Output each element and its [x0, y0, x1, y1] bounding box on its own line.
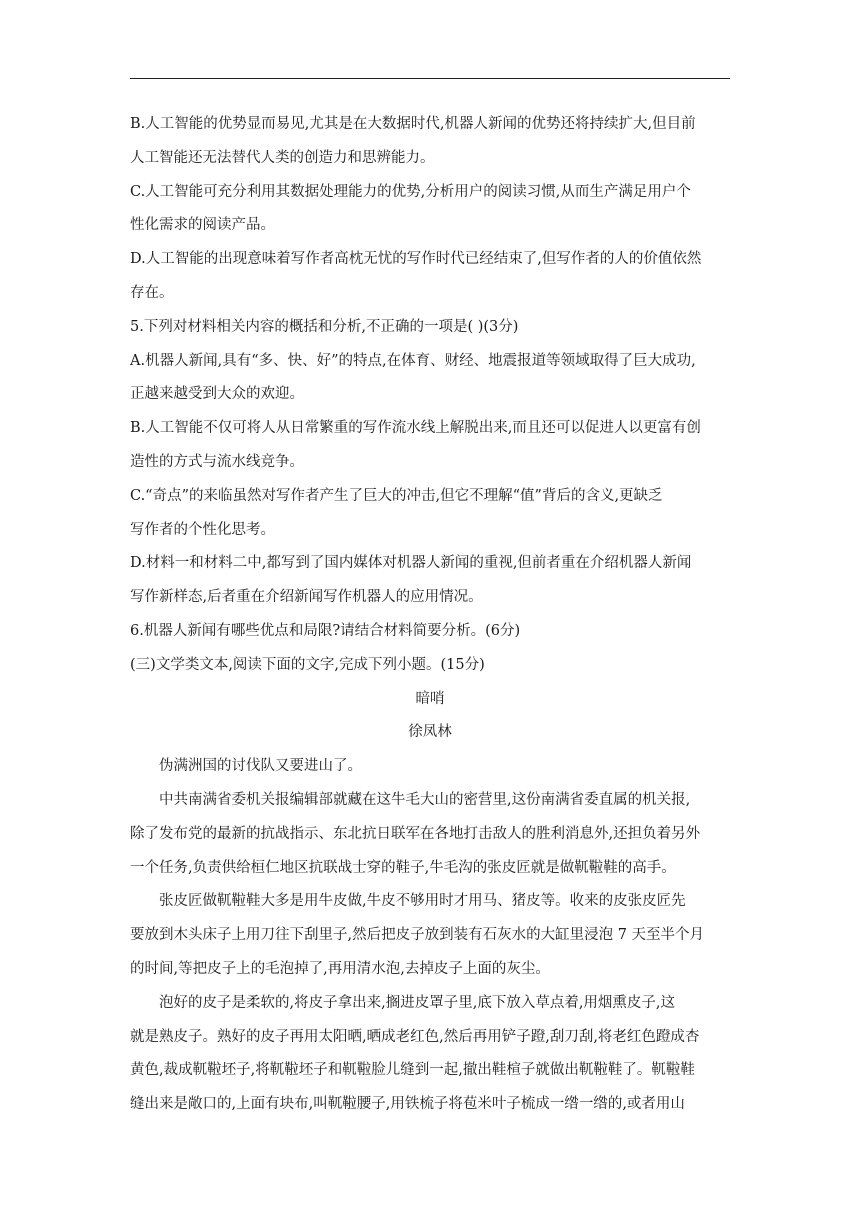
- text-line: 写作新样态,后者重在介绍新闻写作机器人的应用情况。: [130, 589, 483, 606]
- text-line: 性化需求的阅读产品。: [130, 217, 275, 234]
- header-rule: [130, 78, 730, 79]
- paragraph-start: 中共南满省委机关报编辑部就藏在这牛毛大山的密营里,这份南满省委直属的机关报,: [159, 791, 691, 808]
- question-5-stem: 5.下列对材料相关内容的概括和分析,不正确的一项是( )(3分): [130, 318, 519, 335]
- text-line: A.机器人新闻,具有“多、快、好”的特点,在体育、财经、地震报道等领域取得了巨大成功,: [130, 352, 696, 369]
- section-heading: (三)文学类文本,阅读下面的文字,完成下列小题。(15分): [130, 656, 485, 673]
- text-line: 要放到木头床子上用刀往下刮里子,然后把皮子放到装有石灰水的大缸里浸泡 7 天至半个月: [130, 927, 705, 944]
- text-line: 人工智能还无法替代人类的创造力和思辨能力。: [130, 149, 435, 166]
- text-line: 缝出来是敞口的,上面有块布,叫靰鞡腰子,用铁梳子将苞米叶子梳成一绺一绺的,或者用山: [130, 1096, 685, 1113]
- story-author: 徐凤林: [408, 724, 452, 741]
- paragraph-start: 泡好的皮子是柔软的,将皮子拿出来,搁进皮罩子里,底下放入草点着,用烟熏皮子,这: [159, 994, 676, 1011]
- text-line: 除了发布党的最新的抗战指示、东北抗日联军在各地打击敌人的胜利消息外,还担负着另外: [130, 825, 701, 842]
- story-title: 暗哨: [415, 690, 445, 707]
- text-line: 写作者的个性化思考。: [130, 521, 275, 538]
- text-line: 一个任务,负责供给桓仁地区抗联战士穿的鞋子,牛毛沟的张皮匠就是做靰鞡鞋的高手。: [130, 859, 676, 876]
- question-6-stem: 6.机器人新闻有哪些优点和局限?请结合材料简要分析。(6分): [130, 622, 521, 639]
- text-line: C.“奇点”的来临虽然对写作者产生了巨大的冲击,但它不理解“值”背后的含义,更缺乏: [130, 487, 663, 504]
- text-line: C.人工智能可充分利用其数据处理能力的优势,分析用户的阅读习惯,从而生产满足用户个: [130, 183, 691, 200]
- text-line: 的时间,等把皮子上的毛泡掉了,再用清水泡,去掉皮子上面的灰尘。: [130, 960, 550, 977]
- text-line: D.人工智能的出现意味着写作者高枕无忧的写作时代已经结束了,但写作者的人的价值依然: [130, 251, 702, 268]
- paragraph-start: 伪满洲国的讨伐队又要进山了。: [159, 758, 362, 775]
- text-line: D.材料一和材料二中,都写到了国内媒体对机器人新闻的重视,但前者重在介绍机器人新闻: [130, 555, 692, 572]
- text-line: 正越来越受到大众的欢迎。: [130, 386, 304, 403]
- text-line: 造性的方式与流水线竞争。: [130, 453, 304, 470]
- text-line: 黄色,裁成靰鞡坯子,将靰鞡坯子和靰鞡脸儿缝到一起,撤出鞋楦子就做出靰鞡鞋了。靰鞡鞋: [130, 1062, 695, 1079]
- document-body: [130, 108, 730, 1122]
- text-line: B.人工智能的优势显而易见,尤其是在大数据时代,机器人新闻的优势还将持续扩大,但目前: [130, 116, 696, 132]
- text-line: B.人工智能不仅可将人从日常繁重的写作流水线上解脱出来,而且还可以促进人以更富有创: [130, 420, 701, 437]
- paragraph-start: 张皮匠做靰鞡鞋大多是用牛皮做,牛皮不够用时才用马、猪皮等。收来的皮张皮匠先: [159, 893, 686, 910]
- text-line: 就是熟皮子。熟好的皮子再用太阳晒,晒成老红色,然后再用铲子蹬,刮刀刮,将老红色蹬成杏: [130, 1028, 700, 1045]
- text-line: 存在。: [130, 284, 174, 301]
